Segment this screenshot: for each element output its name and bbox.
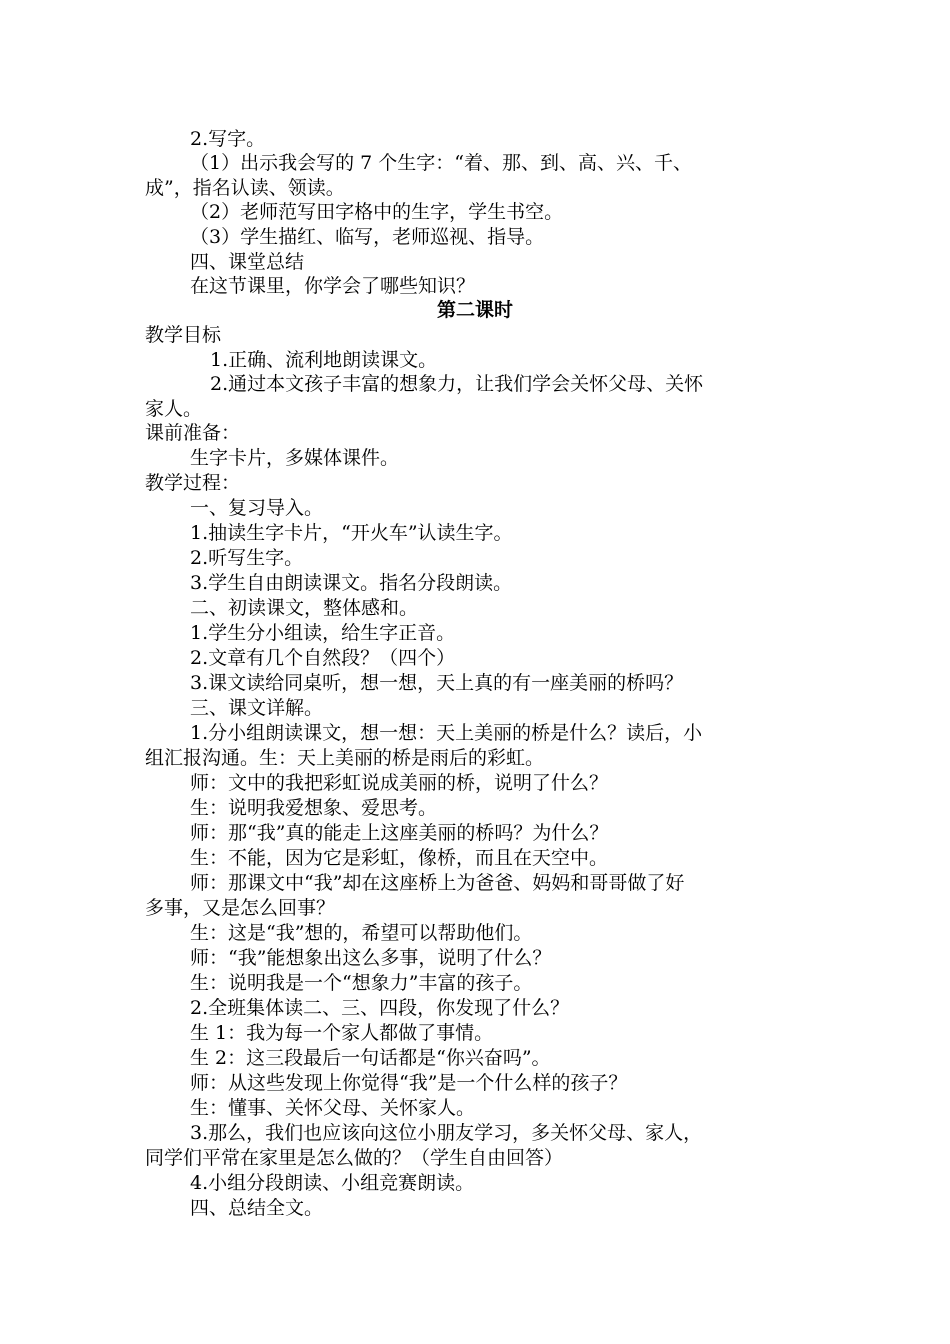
section-heading: 三、课文详解。 xyxy=(190,697,324,719)
text-line: 生字卡片，多媒体课件。 xyxy=(190,447,400,469)
text-line: （3）学生描红、临写，老师巡视、指导。 xyxy=(190,226,545,248)
section-label: 课前准备： xyxy=(145,422,241,444)
text-line: 成”，指名认读、领读。 xyxy=(145,177,345,199)
text-line: 2.写字。 xyxy=(190,128,266,150)
text-line: 生 1：我为每一个家人都做了事情。 xyxy=(190,1022,494,1044)
text-line: 3.课文读给同桌听，想一想，天上真的有一座美丽的桥吗？ xyxy=(190,672,684,694)
section-heading: 四、总结全文。 xyxy=(190,1197,324,1219)
text-line-justified: （1）出示我会写的 7 个生字：“着、那、到、高、兴、千、 xyxy=(190,152,692,174)
text-line: 家人。 xyxy=(145,398,203,420)
text-line: 生：说明我是一个“想象力”丰富的孩子。 xyxy=(190,972,533,994)
text-line: 师：那“我”真的能走上这座美丽的桥吗？为什么？ xyxy=(190,822,609,844)
text-line: 4.小组分段朗读、小组竞赛朗读。 xyxy=(190,1172,475,1194)
text-line: 生：懂事、关怀父母、关怀家人。 xyxy=(190,1097,476,1119)
text-line: 同学们平常在家里是怎么做的？（学生自由回答） xyxy=(145,1147,564,1169)
text-line: 生：这是“我”想的，希望可以帮助他们。 xyxy=(190,922,533,944)
text-line: 多事，又是怎么回事？ xyxy=(145,897,336,919)
text-line: 师：文中的我把彩虹说成美丽的桥，说明了什么？ xyxy=(190,772,609,794)
text-line: 生 2：这三段最后一句话都是“你兴奋吗”。 xyxy=(190,1047,551,1069)
text-line: 2.文章有几个自然段？（四个） xyxy=(190,647,456,669)
text-line: 2.听写生字。 xyxy=(190,547,304,569)
text-line: 师：从这些发现上你觉得“我”是一个什么样的孩子？ xyxy=(190,1072,628,1094)
section-label: 教学目标 xyxy=(145,324,222,346)
text-line: 1.学生分小组读，给生字正音。 xyxy=(190,622,456,644)
section-label: 教学过程： xyxy=(145,472,241,494)
text-line: 2.全班集体读二、三、四段，你发现了什么？ xyxy=(190,997,570,1019)
text-line: 1.抽读生字卡片，“开火车”认读生字。 xyxy=(190,522,513,544)
text-line: 组汇报沟通。生：天上美丽的桥是雨后的彩虹。 xyxy=(145,747,545,769)
text-line: 3.那么，我们也应该向这位小朋友学习，多关怀父母、家人， xyxy=(190,1122,703,1144)
text-line: 生：不能，因为它是彩虹，像桥，而且在天空中。 xyxy=(190,847,609,869)
lesson-title: 第二课时 xyxy=(436,299,513,321)
section-heading: 二、初读课文，整体感和。 xyxy=(190,597,419,619)
text-line: 3.学生自由朗读课文。指名分段朗读。 xyxy=(190,572,513,594)
section-heading: 四、课堂总结 xyxy=(190,251,305,273)
text-line: 2.通过本文孩子丰富的想象力，让我们学会关怀父母、关怀 xyxy=(210,373,704,395)
text-line: 生：说明我爱想象、爱思考。 xyxy=(190,797,438,819)
text-line: 师：“我”能想象出这么多事，说明了什么？ xyxy=(190,947,552,969)
text-line: 1.正确、流利地朗读课文。 xyxy=(210,349,438,371)
text-line: （2）老师范写田字格中的生字，学生书空。 xyxy=(190,201,564,223)
text-line: 1.分小组朗读课文，想一想：天上美丽的桥是什么？读后，小 xyxy=(190,722,703,744)
text-line: 在这节课里，你学会了哪些知识？ xyxy=(190,275,476,297)
section-heading: 一、复习导入。 xyxy=(190,497,324,519)
text-line: 师：那课文中“我”却在这座桥上为爸爸、妈妈和哥哥做了好 xyxy=(190,872,685,894)
